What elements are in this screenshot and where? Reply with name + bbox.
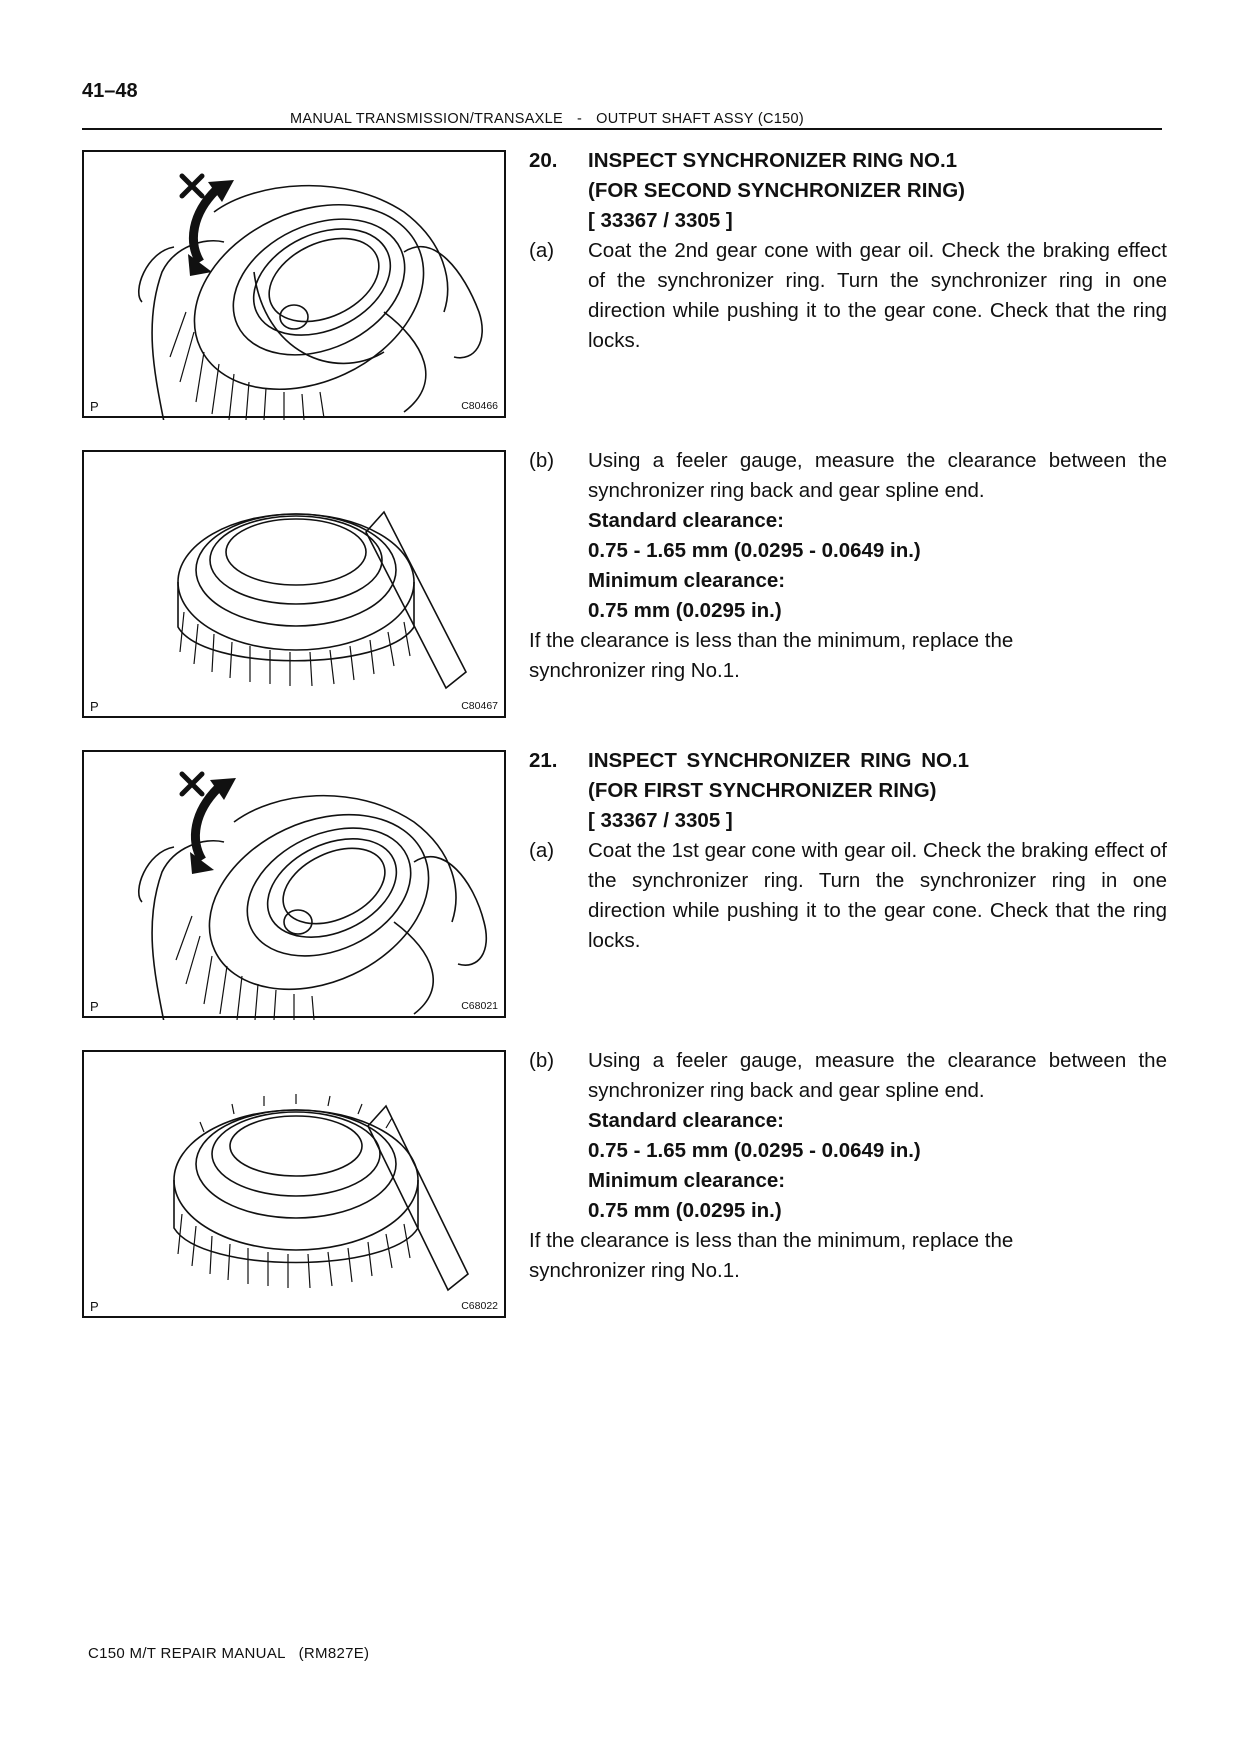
figure-code: C80466 xyxy=(461,400,498,412)
figure-feeler-gauge-2nd xyxy=(82,450,506,718)
standard-clearance-label: Standard clearance: xyxy=(588,509,784,532)
step-subtitle: (FOR FIRST SYNCHRONIZER RING) xyxy=(588,779,937,802)
standard-clearance-value: 0.75 - 1.65 mm (0.0295 - 0.0649 in.) xyxy=(588,1139,921,1162)
substep-label: (b) xyxy=(529,1049,555,1072)
substep-text: Coat the 1st gear cone with gear oil. Check the braking effect of the synchronizer ring. Turn the synchronizer ring in one direction while pushing it to the gear cone. Check that the ring locks. xyxy=(588,839,1167,952)
section-title: OUTPUT SHAFT ASSY (C150) xyxy=(596,111,804,127)
figure-p-marker: P xyxy=(90,399,99,414)
step-title: INSPECT SYNCHRONIZER RING NO.1 xyxy=(588,749,970,772)
header-rule xyxy=(82,128,1162,130)
figure-synchro-turn-2nd xyxy=(82,150,506,418)
illustration-feeler-gauge xyxy=(84,452,508,720)
step-number: 21. xyxy=(529,749,558,772)
figure-synchro-turn-1st xyxy=(82,750,506,1018)
step-20-heading xyxy=(529,146,1167,176)
step-21-block xyxy=(529,746,1167,956)
footer-manual-id: C150 M/T REPAIR MANUAL (RM827E) xyxy=(88,1645,370,1662)
figure-feeler-gauge-1st xyxy=(82,1050,506,1318)
substep-text: Using a feeler gauge, measure the clearance between the synchronizer ring back and gear spline end. xyxy=(588,449,1167,502)
substep-label: (b) xyxy=(529,449,555,472)
illustration-feeler-gauge xyxy=(84,1052,508,1320)
replacement-note: If the clearance is less than the minimum, replace the synchronizer ring No.1. xyxy=(529,1229,1014,1282)
figure-p-marker: P xyxy=(90,1299,99,1314)
step-subtitle: (FOR SECOND SYNCHRONIZER RING) xyxy=(588,179,965,202)
sst-code: [ 33367 / 3305 ] xyxy=(588,209,733,232)
substep-a xyxy=(529,836,1167,956)
substep-label: (a) xyxy=(529,839,555,862)
substep-text: Coat the 2nd gear cone with gear oil. Check the braking effect of the synchronizer ring. Turn the synchronizer ring in one direction while pushing it to the gear cone. Check that the ring locks. xyxy=(588,239,1167,352)
step-title: INSPECT SYNCHRONIZER RING NO.1 xyxy=(588,149,958,172)
figure-code: C80467 xyxy=(461,700,498,712)
minimum-clearance-label: Minimum clearance: xyxy=(588,1169,786,1192)
sst-code: [ 33367 / 3305 ] xyxy=(588,809,733,832)
step-20-block xyxy=(529,146,1167,356)
running-header xyxy=(290,111,804,127)
substep-a xyxy=(529,236,1167,356)
chapter-title: MANUAL TRANSMISSION/TRANSAXLE xyxy=(290,111,563,127)
minimum-clearance-value: 0.75 mm (0.0295 in.) xyxy=(588,1199,782,1222)
minimum-clearance-value: 0.75 mm (0.0295 in.) xyxy=(588,599,782,622)
page-number: 41–48 xyxy=(82,80,138,102)
figure-code: C68021 xyxy=(461,1000,498,1012)
illustration-hand-turning-ring xyxy=(84,152,508,420)
illustration-hand-turning-ring xyxy=(84,752,508,1020)
substep-text: Using a feeler gauge, measure the clearance between the synchronizer ring back and gear spline end. xyxy=(588,1049,1167,1102)
substep-b xyxy=(529,1046,1167,1106)
step-20-b-block xyxy=(529,446,1167,686)
header-separator: - xyxy=(576,111,583,127)
substep-b xyxy=(529,446,1167,506)
step-21-heading xyxy=(529,746,1167,776)
figure-p-marker: P xyxy=(90,699,99,714)
replacement-note: If the clearance is less than the minimum, replace the synchronizer ring No.1. xyxy=(529,629,1014,682)
step-number: 20. xyxy=(529,149,558,172)
figure-code: C68022 xyxy=(461,1300,498,1312)
standard-clearance-value: 0.75 - 1.65 mm (0.0295 - 0.0649 in.) xyxy=(588,539,921,562)
standard-clearance-label: Standard clearance: xyxy=(588,1109,784,1132)
minimum-clearance-label: Minimum clearance: xyxy=(588,569,786,592)
figure-p-marker: P xyxy=(90,999,99,1014)
step-21-b-block xyxy=(529,1046,1167,1286)
substep-label: (a) xyxy=(529,239,555,262)
